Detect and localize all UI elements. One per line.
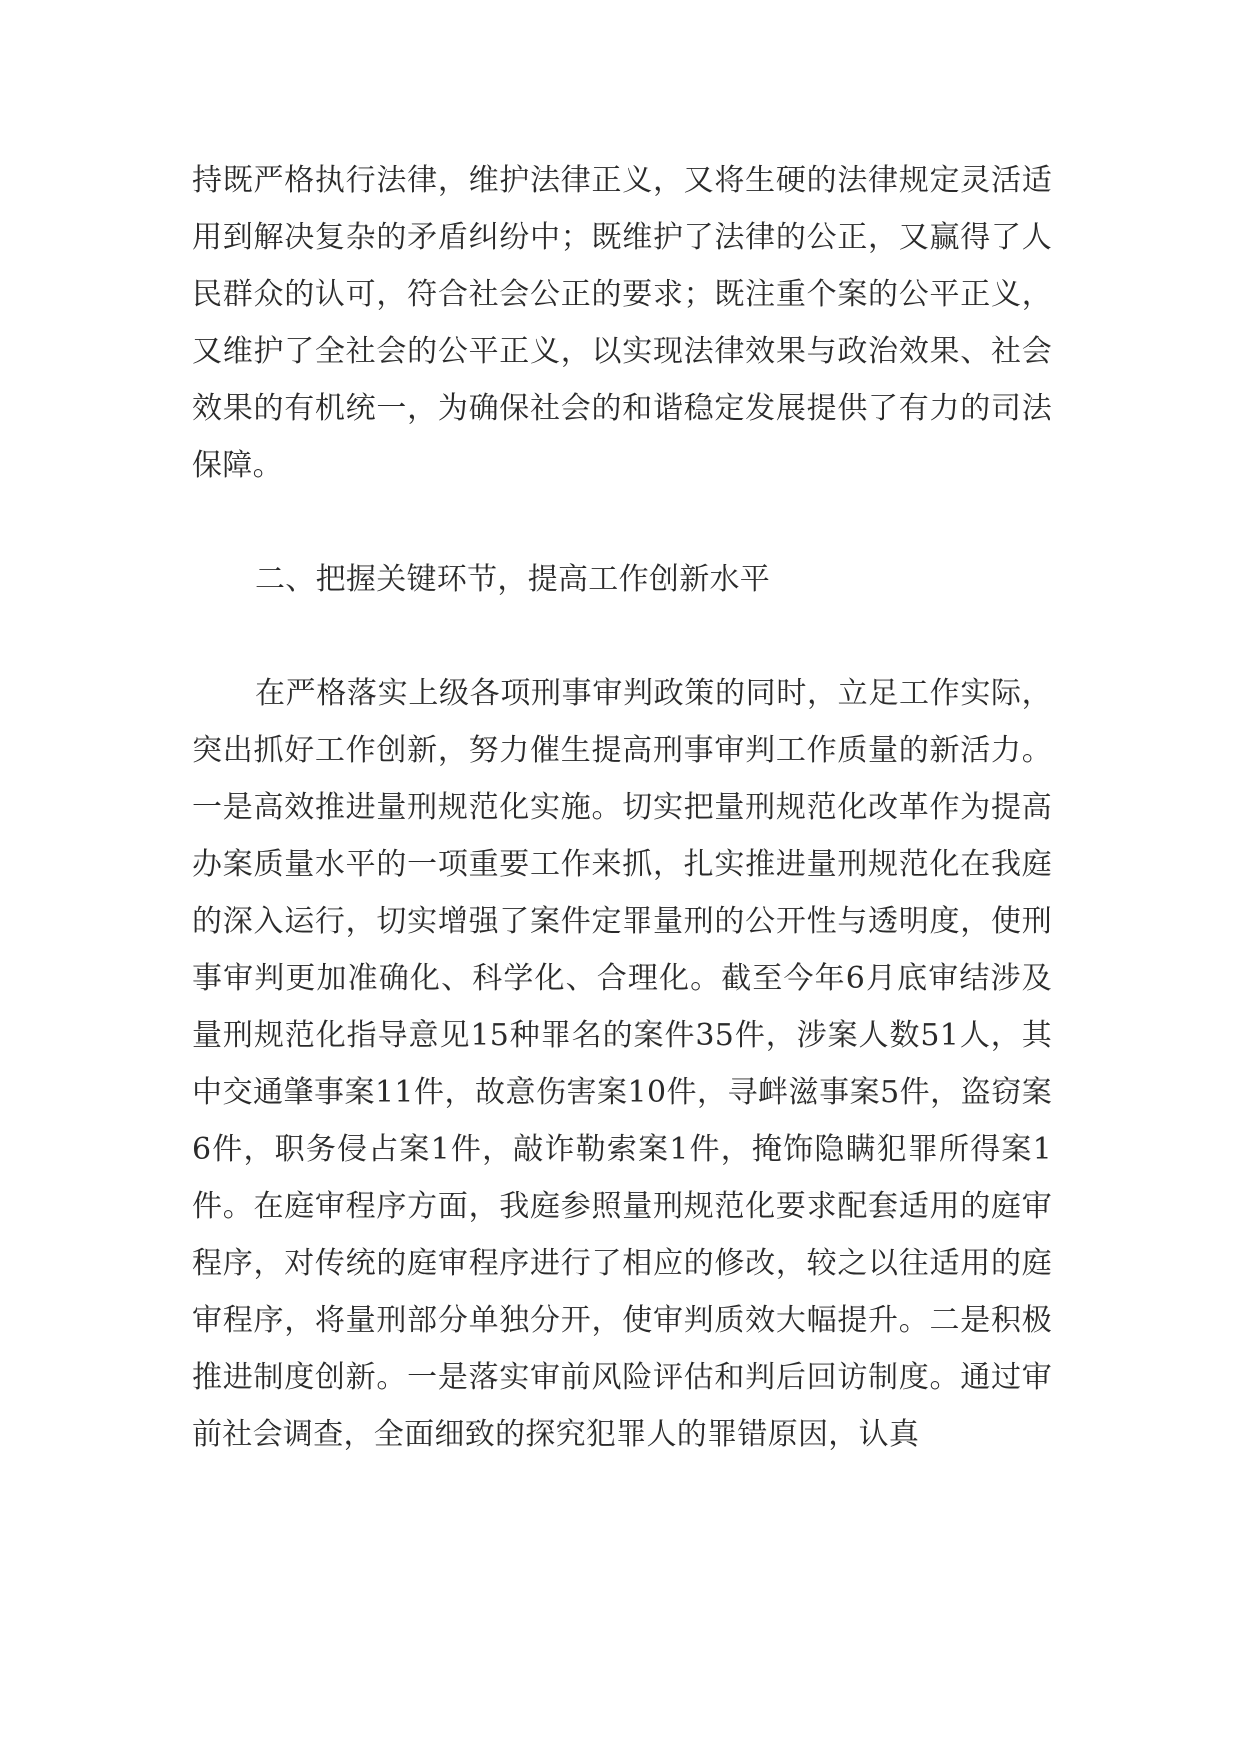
section-heading: 二、把握关键环节，提高工作创新水平	[255, 562, 771, 597]
document-page	[192, 152, 1052, 1463]
paragraph-continuation: 持既严格执行法律，维护法律正义，又将生硬的法律规定灵活适用到解决复杂的矛盾纠纷中；既维护了法律的公正，又赢得了人民群众的认可，符合社会公正的要求；既注重个案的公平正义，又维护了全社会的公平正义，以实现法律效果与政治效果、社会效果的有机统一，为确保社会的和谐稳定发展提供了有力的司法保障。	[192, 163, 1052, 483]
paragraph-body: 在严格落实上级各项刑事审判政策的同时，立足工作实际，突出抓好工作创新，努力催生提高刑事审判工作质量的新活力。一是高效推进量刑规范化实施。切实把量刑规范化改革作为提高办案质量水平的一项重要工作来抓，扎实推进量刑规范化在我庭的深入运行，切实增强了案件定罪量刑的公开性与透明度，使刑事审判更加准确化、科学化、合理化。截至今年6月底审结涉及量刑规范化指导意见15种罪名的案件35件，涉案人数51人，其中交通肇事案11件，故意伤害案10件，寻衅滋事案5件，盗窃案6件，职务侵占案1件，敲诈勒索案1件，掩饰隐瞒犯罪所得案1件。在庭审程序方面，我庭参照量刑规范化要求配套适用的庭审程序，对传统的庭审程序进行了相应的修改，较之以往适用的庭审程序，将量刑部分单独分开，使审判质效大幅提升。二是积极推进制度创新。一是落实审前风险评估和判后回访制度。通过审前社会调查，全面细致的探究犯罪人的罪错原因，认真	[192, 676, 1052, 1452]
